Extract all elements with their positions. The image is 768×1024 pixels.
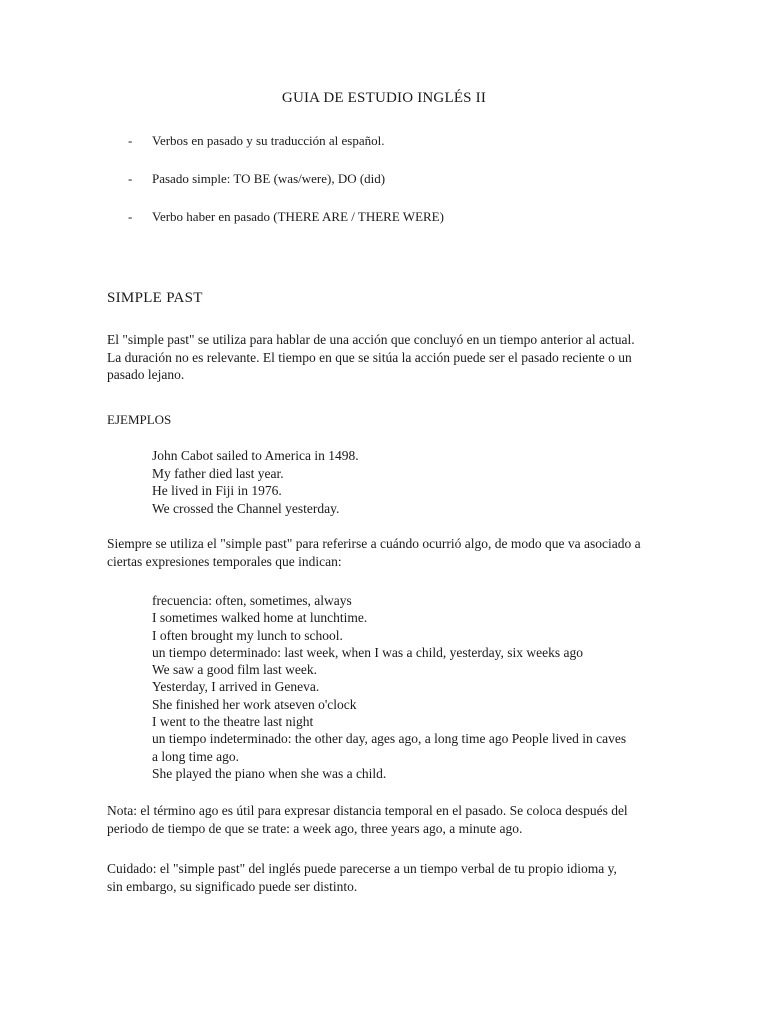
expression-line: Yesterday, I arrived in Geneva. (152, 679, 320, 695)
bullet-dash: - (128, 171, 133, 186)
time-expressions-list (152, 592, 626, 782)
paragraph-line: Nota: el término ago es útil para expresar distancia temporal en el pasado. Se coloca después del (107, 803, 628, 818)
paragraph-line: pasado lejano. (107, 367, 185, 382)
example-sentence: He lived in Fiji in 1976. (152, 483, 282, 498)
expression-line: I often brought my lunch to school. (152, 627, 343, 643)
note-paragraph (107, 802, 667, 837)
expression-line: un tiempo indeterminado: the other day, ages ago, a long time ago People lived in caves (152, 731, 627, 747)
intro-paragraph (107, 331, 667, 384)
examples-list (152, 447, 359, 517)
caution-paragraph (107, 860, 667, 895)
expression-line: I went to the theatre last night (152, 714, 314, 730)
example-sentence: My father died last year. (152, 465, 284, 481)
expression-line: frecuencia: often, sometimes, always (152, 593, 352, 608)
section-heading: SIMPLE PAST (107, 290, 203, 306)
expression-line: We saw a good film last week. (152, 662, 317, 678)
example-sentence: We crossed the Channel yesterday. (152, 500, 340, 516)
expression-line: a long time ago. (152, 748, 239, 764)
bullet-dash: - (128, 209, 133, 224)
bullet-dash: - (128, 133, 133, 148)
usage-paragraph (107, 535, 667, 570)
expression-line: un tiempo determinado: last week, when I was a child, yesterday, six weeks ago (152, 644, 583, 660)
document-title: GUIA DE ESTUDIO INGLÉS II (281, 90, 487, 106)
example-sentence: John Cabot sailed to America in 1498. (152, 448, 359, 463)
paragraph-line: Cuidado: el "simple past" del inglés puede parecerse a un tiempo verbal de tu propio idioma y, (107, 861, 617, 876)
paragraph-line: ciertas expresiones temporales que indican: (107, 553, 342, 569)
paragraph-line: periodo de tiempo de que se trate: a week ago, three years ago, a minute ago. (107, 820, 523, 836)
expression-line: She played the piano when she was a child. (152, 765, 387, 781)
expression-line: I sometimes walked home at lunchtime. (152, 610, 368, 626)
topic-text: Verbos en pasado y su traducción al español. (152, 133, 385, 148)
paragraph-line: Siempre se utiliza el "simple past" para referirse a cuándo ocurrió algo, de modo que va asociado a (107, 536, 641, 551)
paragraph-line: El "simple past" se utiliza para hablar de una acción que concluyó en un tiempo anterior al actual. (107, 332, 635, 347)
expression-line: She finished her work atseven o'clock (152, 696, 357, 712)
topic-text: Verbo haber en pasado (THERE ARE / THERE WERE) (152, 209, 444, 224)
examples-label: EJEMPLOS (107, 412, 172, 427)
topic-text: Pasado simple: TO BE (was/were), DO (did) (152, 171, 386, 186)
paragraph-line: La duración no es relevante. El tiempo en que se sitúa la acción puede ser el pasado reciente o un (107, 349, 632, 365)
paragraph-line: sin embargo, su significado puede ser distinto. (107, 878, 358, 894)
